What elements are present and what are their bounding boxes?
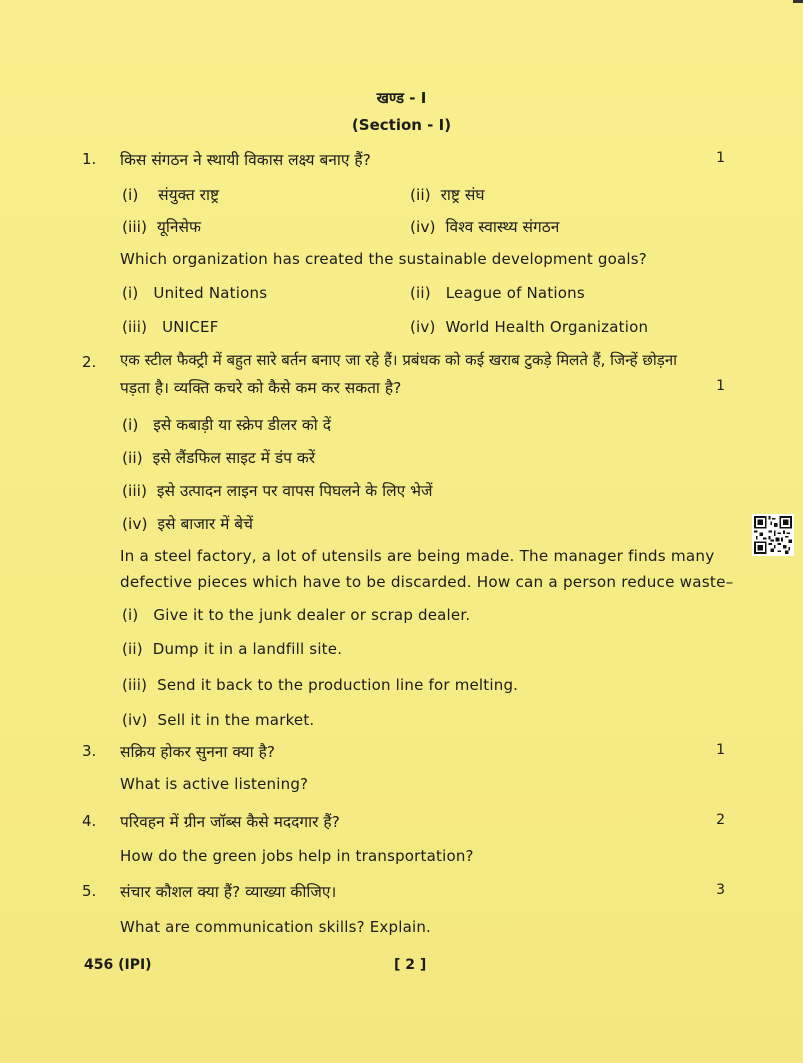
question-text-hindi: एक स्टील फैक्ट्री में बहुत सारे बर्तन बनाए जा रहे हैं। प्रबंधक को कई खराब टुकड़े मिलते हैं, जिन्हें छोड़ना: [120, 351, 678, 369]
question-text-english: How do the green jobs help in transportation?: [120, 847, 474, 865]
question-text-hindi: किस संगठन ने स्थायी विकास लक्ष्य बनाए हैं?: [120, 151, 371, 169]
qr-code-icon: [752, 514, 794, 556]
option-english: (ii) Dump it in a landfill site.: [122, 640, 343, 658]
question-text-english: In a steel factory, a lot of utensils are being made. The manager finds many: [120, 547, 715, 565]
question-marks: 1: [716, 378, 725, 394]
option-english: (iii) Send it back to the production line for melting.: [122, 676, 519, 694]
question-number: 4.: [82, 812, 97, 830]
question-number: 1.: [82, 150, 97, 168]
question-text-hindi: पड़ता है। व्यक्ति कचरे को कैसे कम कर सकता है?: [120, 379, 402, 397]
option-english: (i) United Nations: [122, 284, 268, 302]
section-title-hindi: खण्ड - I: [376, 89, 427, 107]
option-hindi: (i) इसे कबाड़ी या स्क्रेप डीलर को दें: [122, 416, 331, 434]
question-text-hindi: सक्रिय होकर सुनना क्या है?: [120, 743, 276, 761]
option-hindi: (iii) इसे उत्पादन लाइन पर वापस पिघलने के लिए भेजें: [122, 482, 433, 500]
question-marks: 1: [716, 742, 725, 758]
option-english: (ii) League of Nations: [410, 284, 585, 302]
question-text-english: Which organization has created the sustainable development goals?: [120, 250, 647, 268]
question-number: 5.: [82, 882, 97, 900]
question-marks: 2: [716, 812, 725, 828]
option-english: (iii) UNICEF: [122, 318, 219, 336]
question-text-hindi: संचार कौशल क्या हैं? व्याख्या कीजिए।: [120, 883, 337, 901]
question-number: 2.: [82, 353, 97, 371]
question-text-english: What are communication skills? Explain.: [120, 918, 432, 936]
option-english: (iv) World Health Organization: [410, 318, 649, 336]
option-hindi: (i) संयुक्त राष्ट्र: [122, 186, 220, 204]
option-hindi: (iv) विश्व स्वास्थ्य संगठन: [410, 218, 560, 236]
question-marks: 3: [716, 882, 725, 898]
question-text-hindi: परिवहन में ग्रीन जॉब्स कैसे मददगार हैं?: [120, 813, 340, 831]
option-hindi: (ii) राष्ट्र संघ: [410, 186, 485, 204]
question-marks: 1: [716, 150, 725, 166]
option-hindi: (ii) इसे लैंडफिल साइट में डंप करें: [122, 449, 316, 467]
question-number: 3.: [82, 742, 97, 760]
section-title-english: (Section - I): [351, 116, 452, 134]
option-english: (i) Give it to the junk dealer or scrap dealer.: [122, 606, 471, 624]
option-english: (iv) Sell it in the market.: [122, 711, 315, 729]
paper-code: 456 (IPI): [84, 957, 152, 973]
option-hindi: (iv) इसे बाजार में बेचें: [122, 515, 253, 533]
edge-mark: [793, 0, 803, 3]
page-number: [ 2 ]: [394, 957, 427, 973]
question-text-english: What is active listening?: [120, 775, 309, 793]
option-hindi: (iii) यूनिसेफ: [122, 218, 201, 236]
question-text-english: defective pieces which have to be discarded. How can a person reduce waste–: [120, 573, 734, 591]
